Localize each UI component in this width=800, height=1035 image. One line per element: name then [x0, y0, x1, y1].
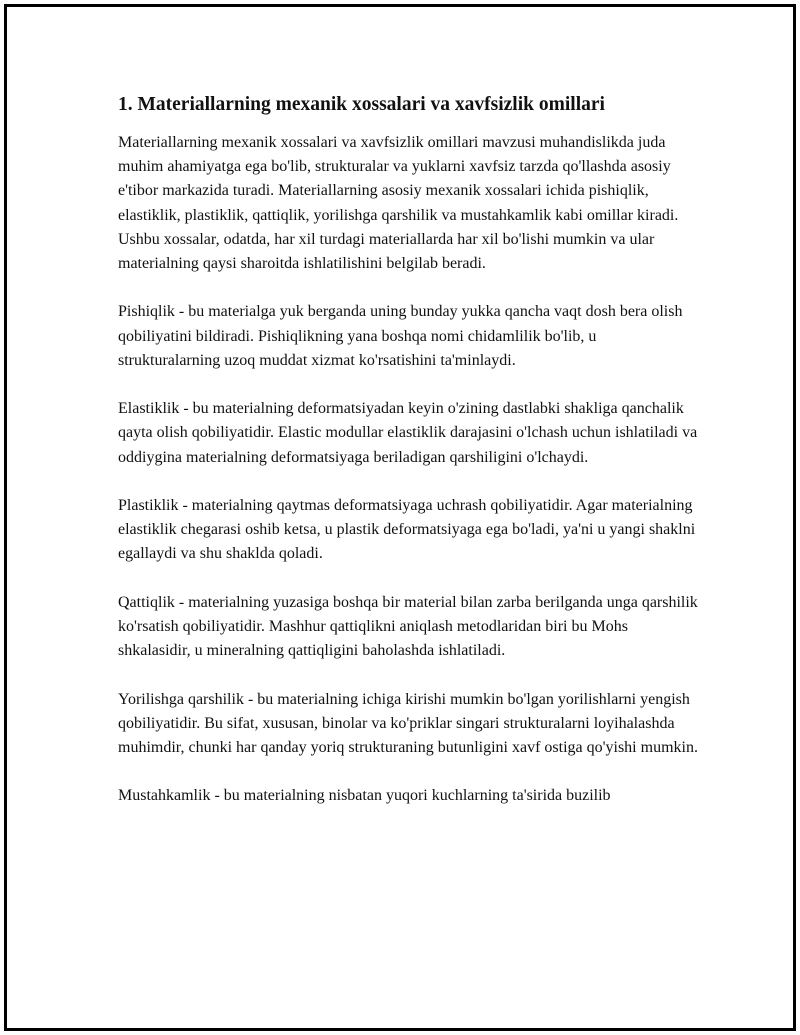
- section-title: 1. Materiallarning mexanik xossalari va xavfsizlik omillari: [118, 94, 605, 115]
- document-body: [118, 92, 698, 833]
- paragraph-elastiklik: Elastiklik - bu materialning deformatsiyadan keyin o'zining dastlabki shakliga qanchalik qayta olish qobiliyatidir. Elastic modullar elastiklik darajasini o'lchash uchun ishlatiladi va oddiygina materialning deformatsiyaga beriladigan qarshiligini o'lchaydi.: [118, 400, 698, 466]
- paragraph-plastiklik: Plastiklik - materialning qaytmas deformatsiyaga uchrash qobiliyatidir. Agar materialning elastiklik chegarasi oshib ketsa, u plastik deformatsiyaga ega bo'ladi, ya'ni u yangi shaklni egallaydi va shu shaklda qoladi.: [118, 497, 696, 563]
- paragraph-yorilishga-qarshilik: Yorilishga qarshilik - bu materialning ichiga kirishi mumkin bo'lgan yorilishlarni yengish qobiliyatidir. Bu sifat, xususan, binolar va ko'priklar singari strukturalarni loyihalashda muhimdir, chunki har qanday yoriq strukturaning butunligini xavf ostiga qo'yishi mumkin.: [118, 690, 698, 756]
- paragraph-mustahkamlik: Mustahkamlik - bu materialning nisbatan yuqori kuchlarning ta'sirida buzilib: [118, 787, 611, 805]
- paragraph-intro: Materiallarning mexanik xossalari va xavfsizlik omillari mavzusi muhandislikda juda muhim ahamiyatga ega bo'lib, strukturalar va yuklarni xavfsiz tarzda qo'llashda asosiy e'tibor markazida turadi. Materiallarning asosiy mexanik xossalari ichida pishiqlik, elastiklik, plastiklik, qattiqlik, yorilishga qarshilik va mustahkamlik kabi omillar kiradi. Ushbu xossalar, odatda, har xil turdagi materiallarda har xil bo'lishi mumkin va ular materialning qaysi sharoitda ishlatilishini belgilab beradi.: [118, 134, 679, 273]
- paragraph-qattiqlik: Qattiqlik - materialning yuzasiga boshqa bir material bilan zarba berilganda unga qarshilik ko'rsatish qobiliyatidir. Mashhur qattiqlikni aniqlash metodlaridan biri bu Mohs shkalasidir, u mineralning qattiqligini baholashda ishlatiladi.: [118, 593, 698, 660]
- paragraph-pishiqlik: Pishiqlik - bu materialga yuk berganda uning bunday yukka qancha vaqt dosh bera olish qobiliyatini bildiradi. Pishiqlikning yana boshqa nomi chidamlilik bo'lib, u strukturalarning uzoq muddat xizmat ko'rsatishini ta'minlaydi.: [118, 303, 683, 369]
